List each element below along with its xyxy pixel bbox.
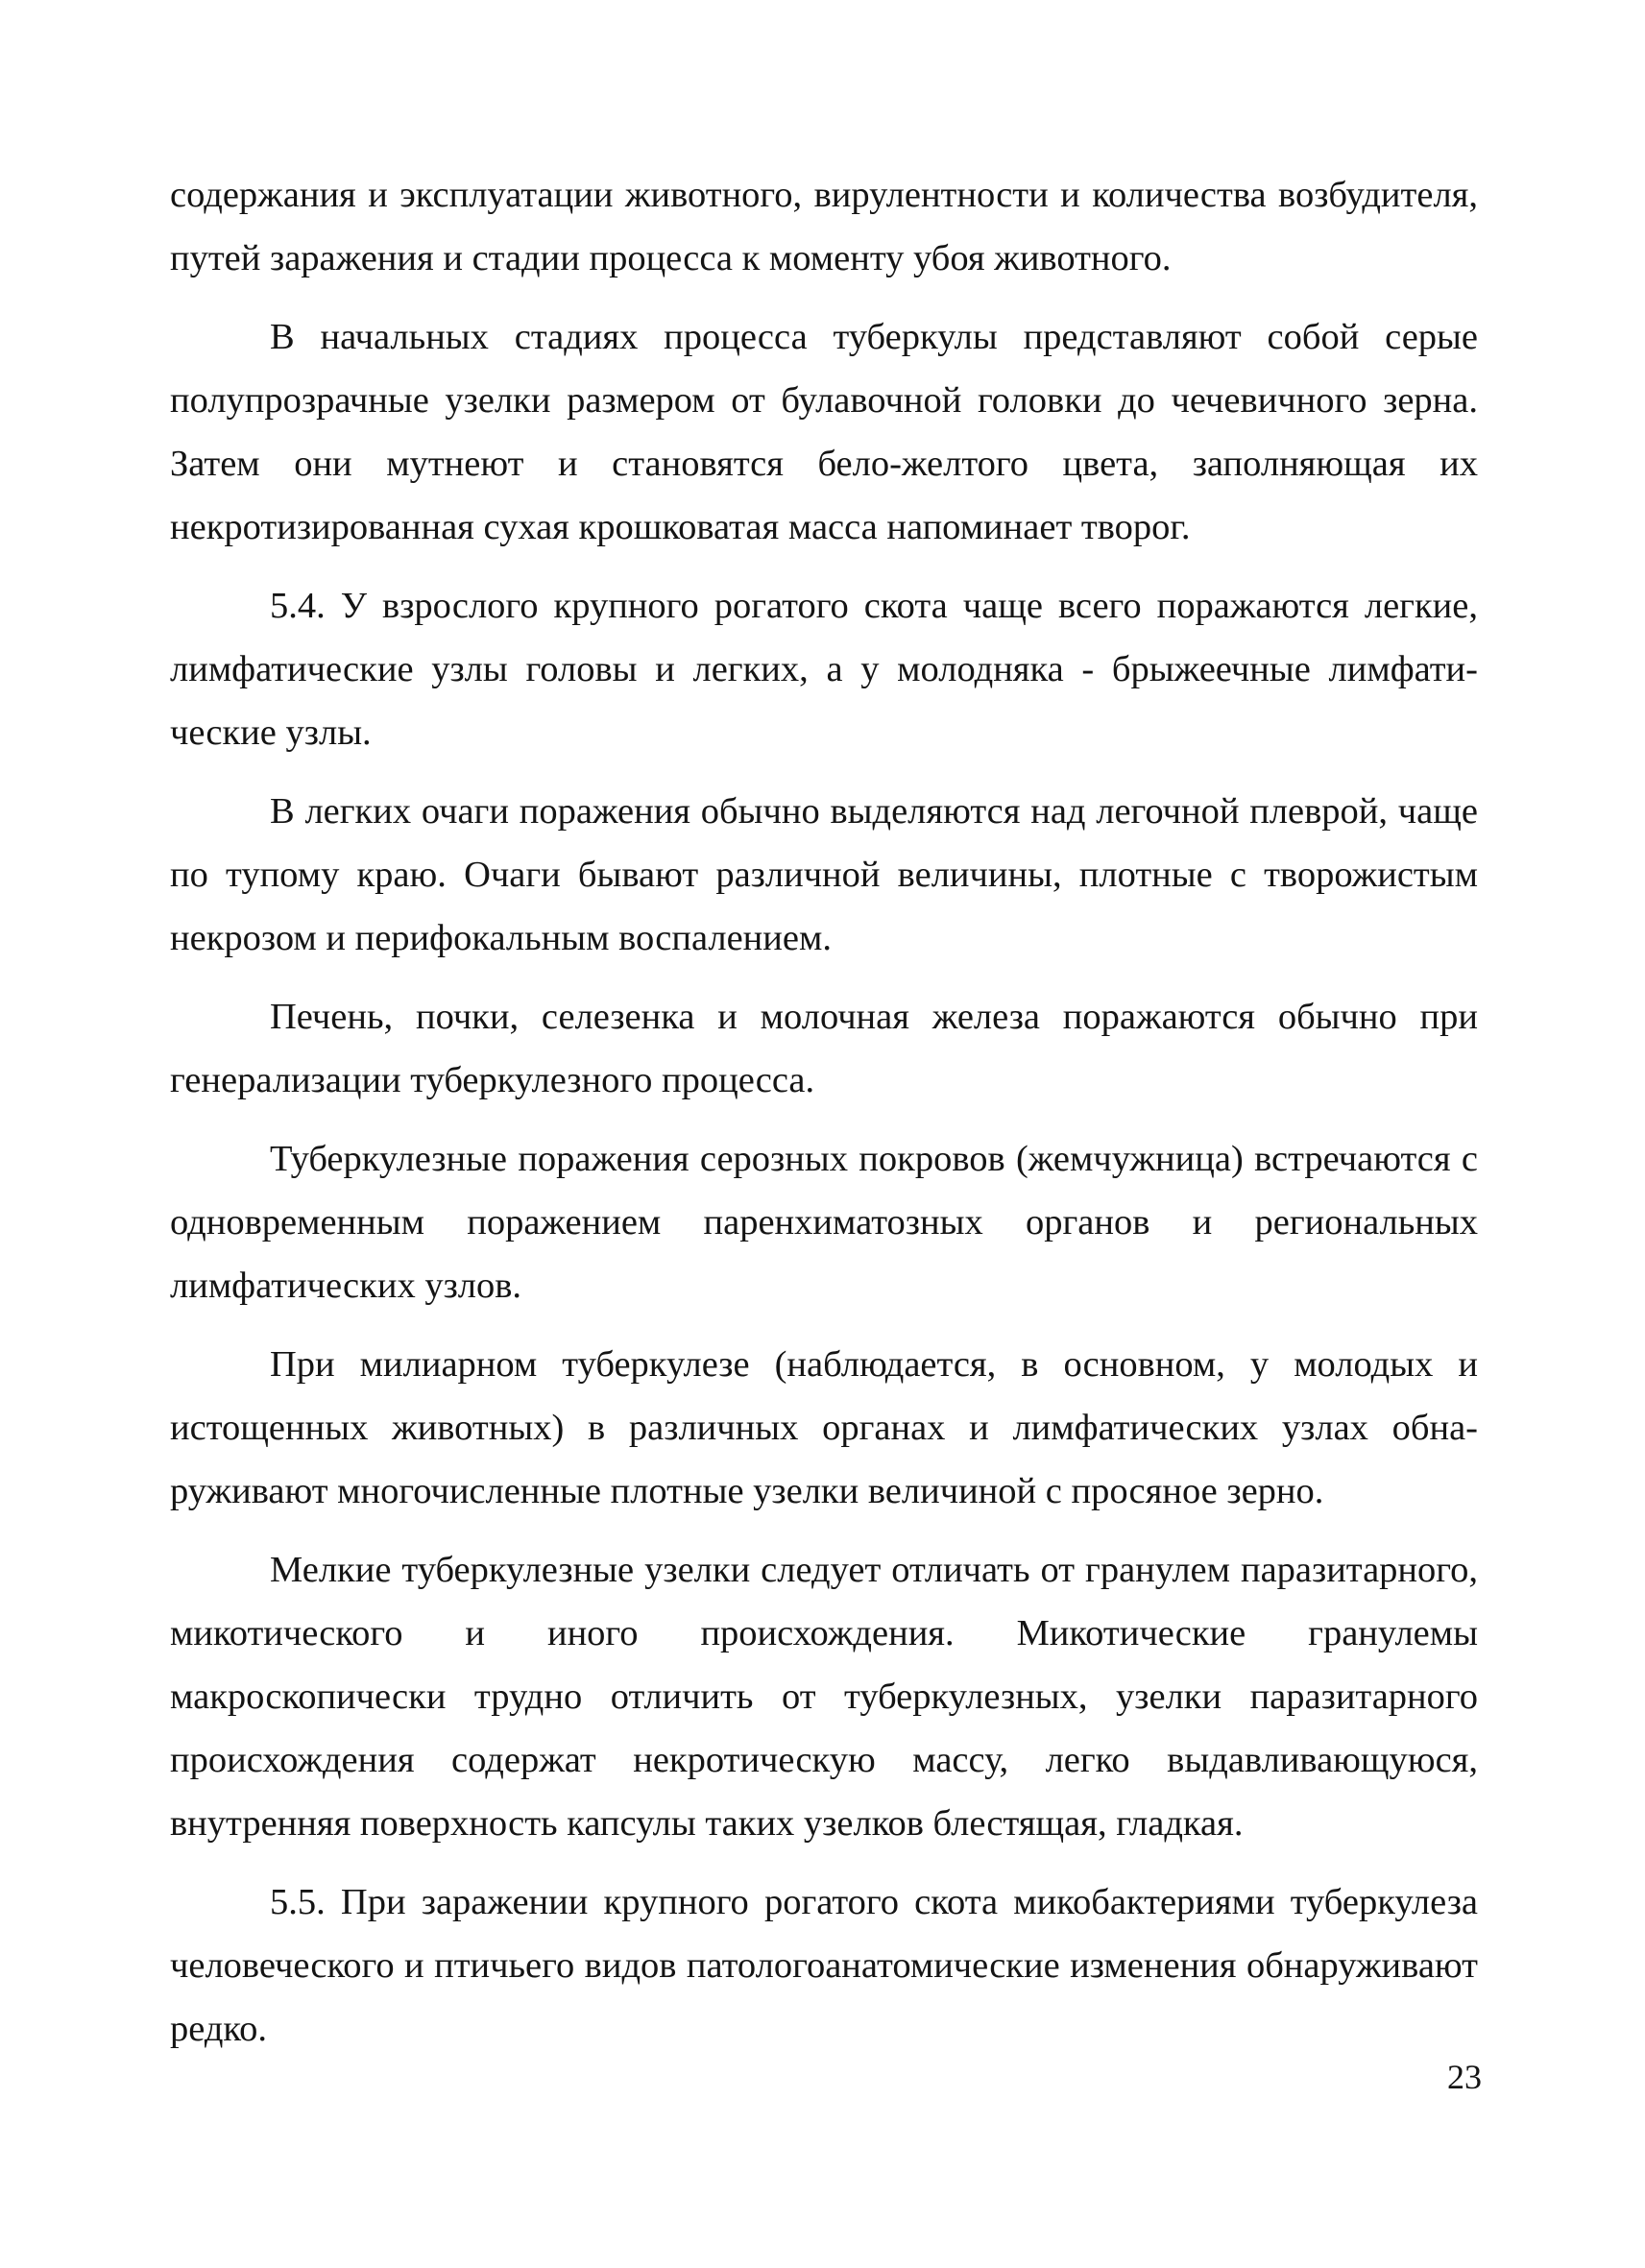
body-text xyxy=(170,163,1478,2076)
paragraph-miliary-tuberculosis: При милиарном туберкулезе (наблюдается, в основном, у молодых и истощенных животных) в различных органах и лимфатических узлах обнаруживают многочисленные плотные узелки величиной с просяное зерно. xyxy=(170,1344,1478,1511)
paragraph-continuation: содержания и эксплуатации животного, вирулентности и количества возбудителя, путей заражения и стадии процесса к моменту убоя животного. xyxy=(170,175,1478,278)
paragraph-tubercle-stages: В начальных стадиях процесса туберкулы представляют собой серые полупрозрачные узелки размером от булавочной головки до чечевичного зерна. Затем они мутнеют и становятся бело-желтого цвета, заполняющая их некротизированная сухая крошковатая масса напоминает творог. xyxy=(170,317,1478,547)
paragraph-serous-lesions: Туберкулезные поражения серозных покровов (жемчужница) встречаются с одновременным поражением паренхиматозных органов и региональных лимфатических узлов. xyxy=(170,1139,1478,1306)
paragraph-organ-lesions: Печень, почки, селезенка и молочная железа поражаются обычно при генерализации туберкулезного процесса. xyxy=(170,997,1478,1100)
paragraph-lung-lesions: В легких очаги поражения обычно выделяются над легочной плеврой, чаще по тупому краю. Очаги бывают различной величины, плотные с творожистым некрозом и перифокальным воспалением. xyxy=(170,791,1478,958)
page-number: 23 xyxy=(1447,2058,1482,2096)
paragraph-granulomas: Мелкие туберкулезные узелки следует отличать от гранулем паразитарного, микотического и иного происхождения. Микотические гранулемы макроскопически трудно отличить от туберкулезных, узелки паразитарного происхождения содержат некротическую массу, легко выдавливающуюся, внутренняя поверхность капсулы таких узелков блестящая, гладкая. xyxy=(170,1550,1478,1844)
paragraph-section-5-5: 5.5. При заражении крупного рогатого скота микобактериями туберкулеза человеческого и птичьего видов патологоанатомические изменения обнаруживают редко. xyxy=(170,1882,1478,2049)
paragraph-section-5-4: 5.4. У взрослого крупного рогатого скота чаще всего поражаются легкие, лимфатические узлы головы и легких, а у молодняка - брыжеечные лимфатические узлы. xyxy=(170,586,1478,753)
